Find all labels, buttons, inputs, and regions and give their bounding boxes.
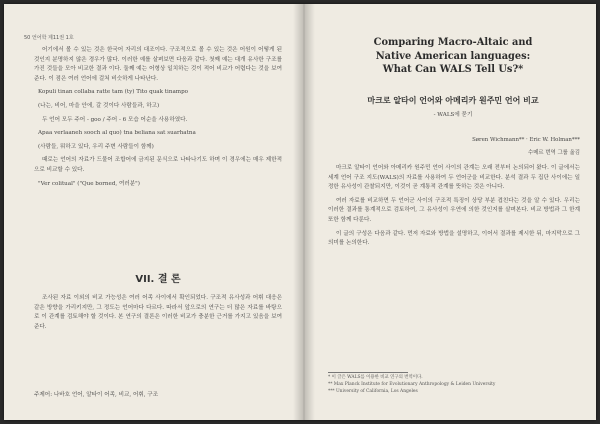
left-body-text [34,46,282,193]
korean-title: 마크로 알타이 언어와 아메리카 원주민 언어 비교 [367,96,539,105]
conclusion-text [34,294,282,336]
title-line: Comparing Macro-Altaic and [373,37,533,48]
authors: Søren Wichmann** · Eric W. Holman*** [472,137,580,143]
paragraph: 때로는 언어의 자료가 드물어 조합어에 금지된 문식으로 나타나기도 하며 이 경우에는 매우 제한적으로 비교할 수 있다. [34,157,282,173]
footnote-rule [328,372,408,373]
title-line: What Can WALS Tell Us?* [382,64,524,76]
paragraph: 두 언어 모두 주어 - goo / 주어 - 6 모습 어순을 사용하였다. [42,116,188,123]
right-body-text [328,164,580,253]
book-spread [4,4,596,420]
example-line: Kopuli tinan collaba ratte tam (ty) Tito quak tinampo [38,89,189,96]
example-line: Apaa verlaaneh sooch al quo) tna beliana sat suarhatna [38,130,196,137]
section-heading: VII. 결 론 [135,274,181,285]
paragraph: 마크로 알타이 언어와 아메리카 원주민 언어 사이의 관계는 오래 전부터 논의되어 왔다. 이 글에서는 세계 언어 구조 지도(WALS)의 자료를 사용하여 두 언어군을 비교한다. 분석 결과 두 집단 사이에는 일정한 유사성이 관찰되지만, 이것이 곧 계통적 관계를 뜻하는 것은 아니다. [328,165,580,191]
paragraph: 이 글의 구성은 다음과 같다. 먼저 자료와 방법을 설명하고, 이어서 결과를 제시한 뒤, 마지막으로 그 의미를 논의한다. [328,230,580,247]
example-line: "Ver colitual" ("Que borned, 여러분") [38,180,140,187]
example-gloss: (나는, 비어, 마을 안에, 갈 것이다 사람들과, 하고) [38,102,160,109]
subtitle: - WALS에 묻기 [433,112,473,118]
example-gloss: (사람들, 뭐하고 있다, 우리 주변 사람들이 함께) [38,143,154,150]
footnote: *** University of California, Los Angeles [328,388,418,394]
footnote: * 이 글은 WALS를 이용한 비교 연구의 번역이다. [328,375,423,380]
title-line: Native American languages: [375,50,531,62]
right-page [310,4,596,420]
footnotes [328,375,582,395]
footnote: ** Max Planck Institute for Evolutionary Anthropology & Leiden University [328,381,496,387]
translator: 수메르 번역 그룹 옮김 [527,150,580,156]
paragraph: 조사된 자료 이외의 비교 가능성은 여러 어족 사이에서 확인되었다. 구조적 유사성과 어휘 대응은 같은 방향을 가리키지만, 그 정도는 언어마다 다르다. 따라서 앞으로의 연구는 더 많은 자료를 바탕으로 이 관계를 검토해야 할 것이다. 본 연구의 결론은 이러한 비교가 충분한 근거를 가지고 있음을 보여 준다. [34,295,282,330]
paragraph: 여러 자료를 비교하면 두 언어군 사이의 구조적 특징이 상당 부분 겹친다는 것을 알 수 있다. 우리는 이러한 결과를 통계적으로 검토하여, 그 유사성이 우연에 의한 것인지를 살펴본다. 비교 방법과 그 한계 또한 함께 다룬다. [328,197,580,223]
keywords-line: 주제어: 나바호 언어, 알타이 어족, 비교, 어휘, 구조 [34,392,159,398]
paragraph: 어기에서 볼 수 있는 것은 한국어 자리의 대조이다. 구조적으로 볼 수 있는 것은 어원이 어떻게 된 것인지 분명하지 않은 경우가 많다. 이러한 예를 살펴보면 다음과 같다. 첫째 예는 대개 유사한 구조를 가진 것들을 모아 비교한 결과 이다. 둘째 예는 어형상 일치하는 것이 적어 비교가 어렵다는 것을 보여 준다. 이 점은 여러 언어에 걸쳐 비슷하게 나타난다. [34,47,282,82]
running-head: 50 언어학 제11권 1호 [24,35,74,41]
article-title [330,36,576,77]
left-page [4,4,296,420]
